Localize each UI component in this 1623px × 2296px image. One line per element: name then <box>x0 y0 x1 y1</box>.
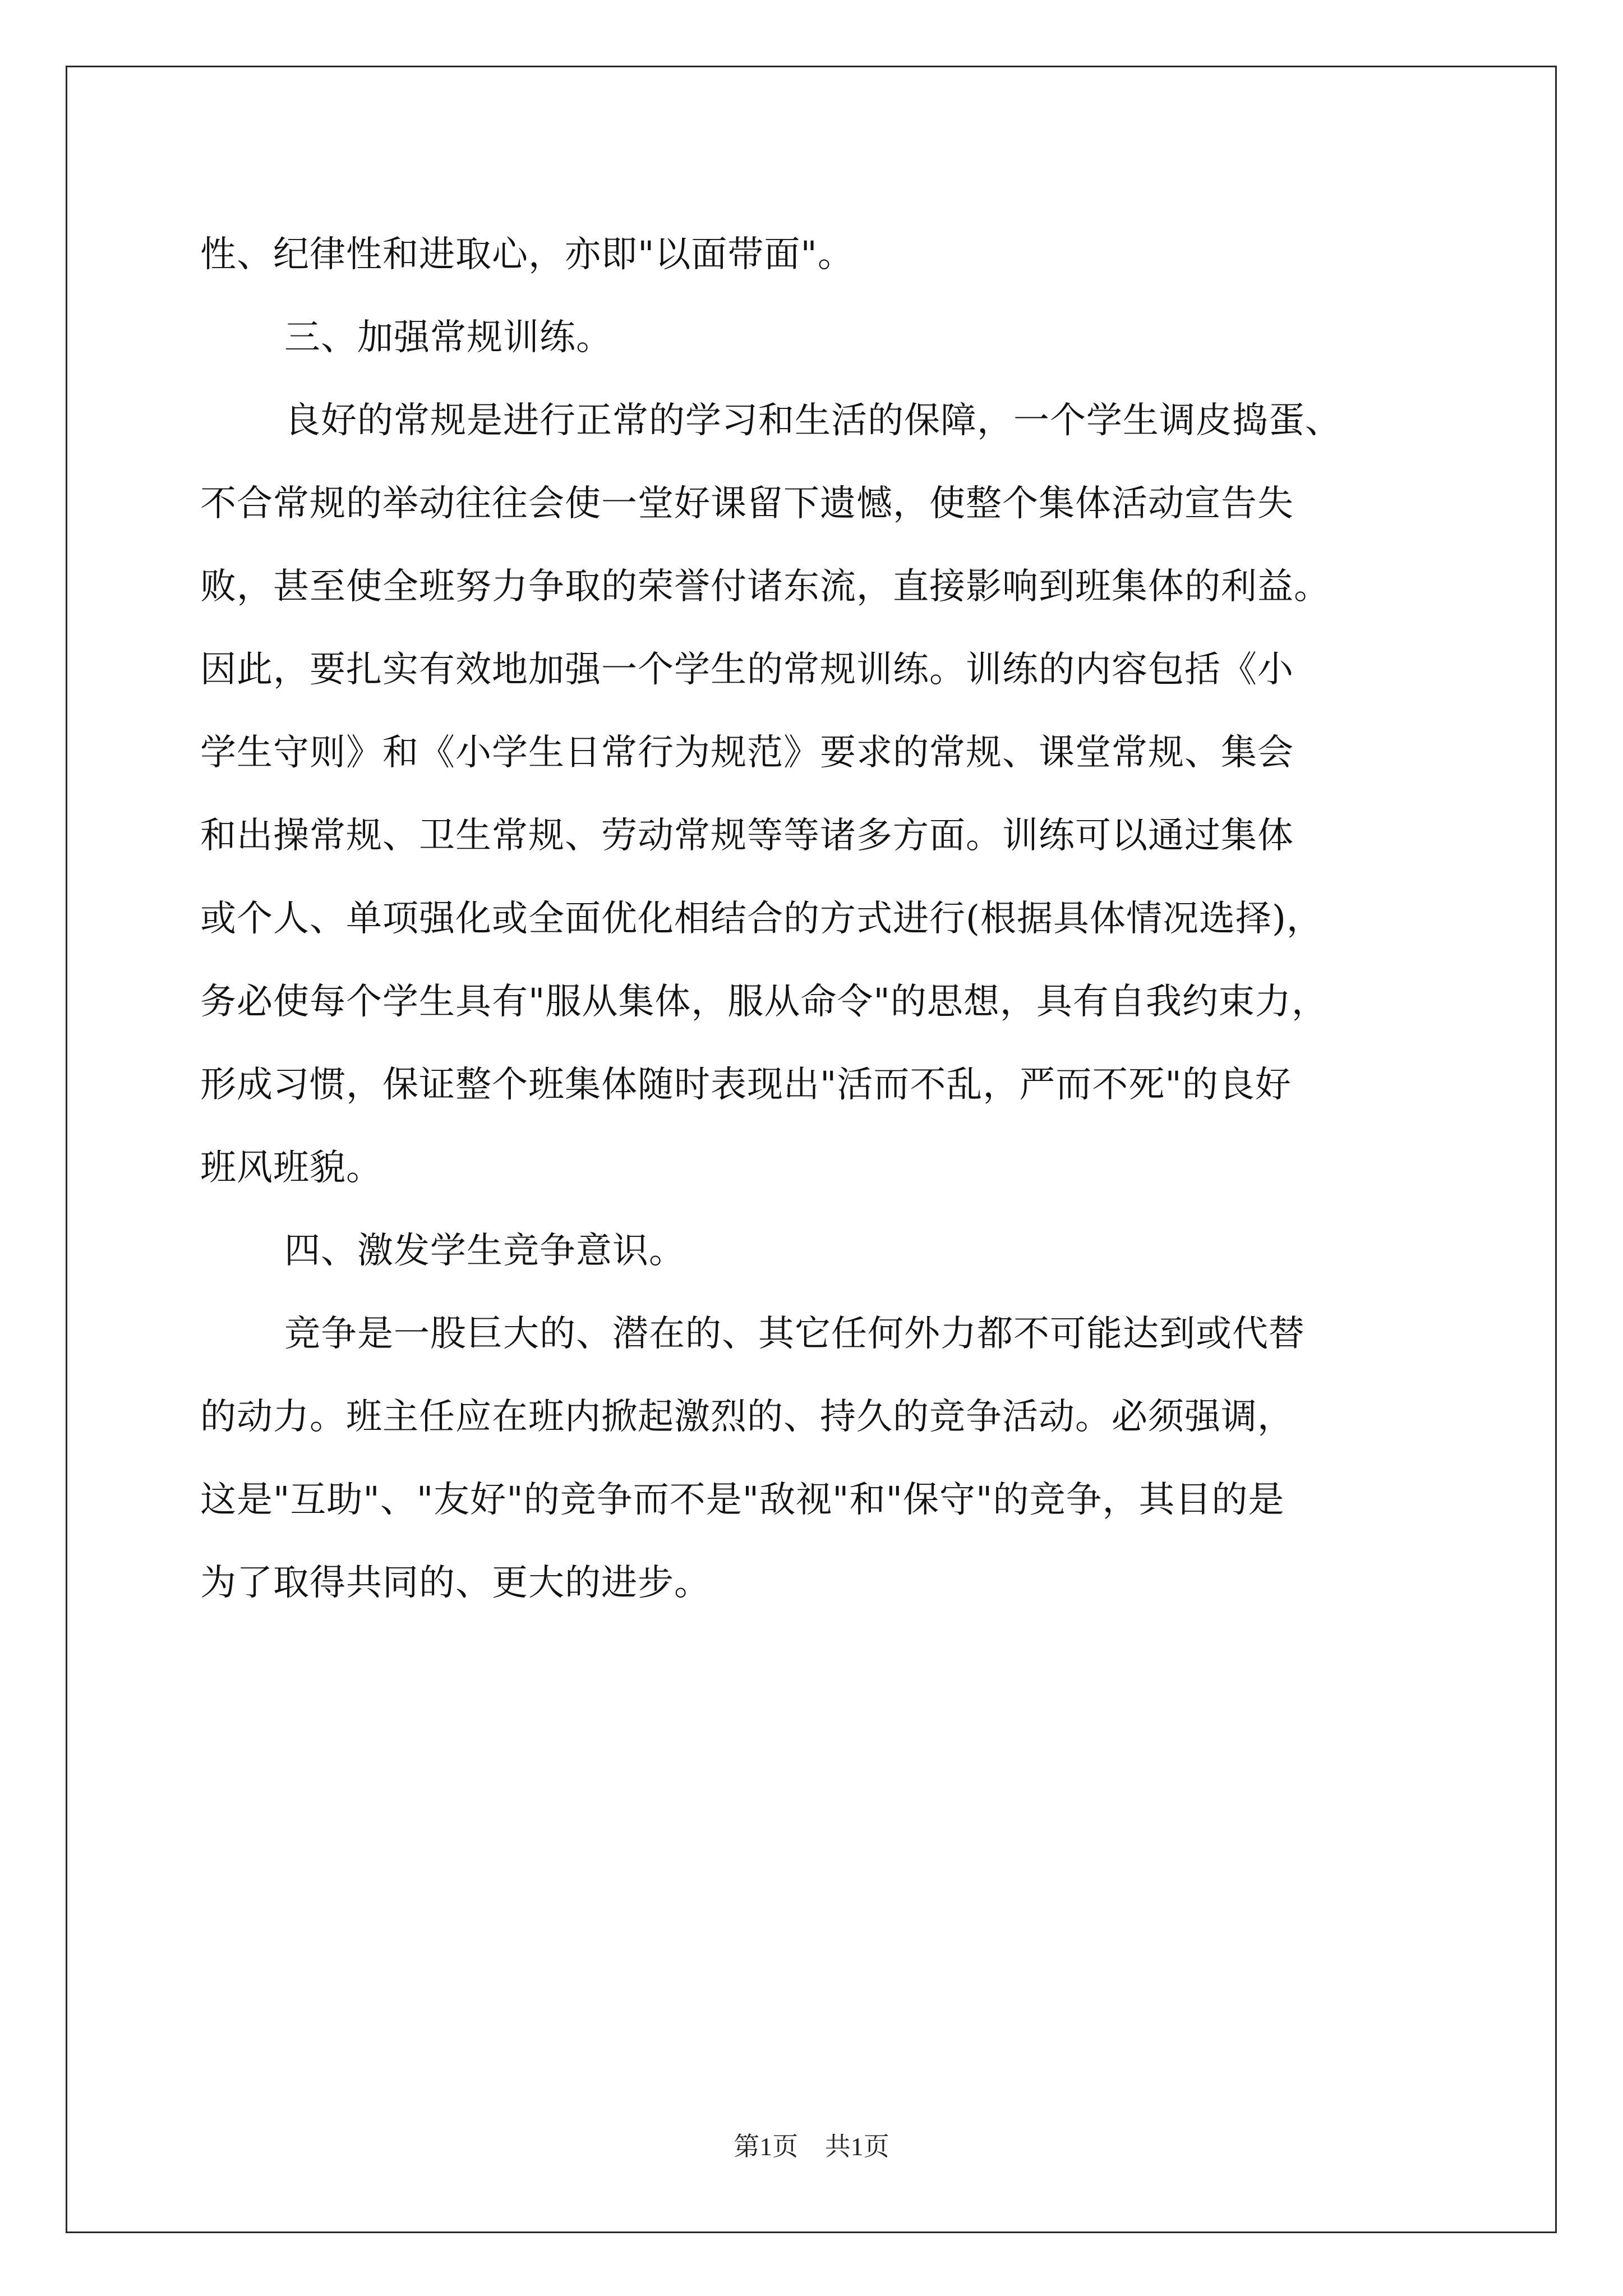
text-line-9: 或个人、单项强化或全面优化相结合的方式进行(根据具体情况选择)， <box>200 898 1323 940</box>
text-line-12: 班风班貌。 <box>200 1147 382 1189</box>
text-line-5: 败，甚至使全班努力争取的荣誉付诸东流，直接影响到班集体的利益。 <box>200 566 1330 608</box>
document-body <box>200 213 1479 1625</box>
text-line-10: 务必使每个学生具有"服从集体，服从命令"的思想，具有自我约束力， <box>200 981 1328 1023</box>
section-heading-3: 三、加强常规训练。 <box>284 317 612 358</box>
text-line-8: 和出操常规、卫生常规、劳动常规等等诸多方面。训练可以通过集体 <box>200 815 1294 857</box>
text-line-7: 学生守则》和《小学生日常行为规范》要求的常规、课堂常规、集会 <box>200 732 1294 774</box>
page-number: 第1页 <box>734 2132 799 2161</box>
text-line-17: 为了取得共同的、更大的进步。 <box>200 1562 711 1604</box>
text-line-11: 形成习惯，保证整个班集体随时表现出"活而不乱，严而不死"的良好 <box>200 1064 1292 1106</box>
page-total: 共1页 <box>824 2132 889 2161</box>
text-line-15: 的动力。班主任应在班内掀起激烈的、持久的竞争活动。必须强调， <box>200 1396 1294 1438</box>
text-line-1: 性、纪律性和进取心，亦即"以面带面"。 <box>200 234 854 275</box>
text-line-14: 竞争是一股巨大的、潜在的、其它任何外力都不可能达到或代替 <box>284 1313 1305 1355</box>
page-footer <box>0 2126 1623 2163</box>
text-line-4: 不合常规的举动往往会使一堂好课留下遗憾，使整个集体活动宣告失 <box>200 483 1294 524</box>
section-heading-4: 四、激发学生竞争意识。 <box>284 1230 685 1272</box>
text-line-6: 因此，要扎实有效地加强一个学生的常规训练。训练的内容包括《小 <box>200 649 1294 691</box>
text-line-3: 良好的常规是进行正常的学习和生活的保障，一个学生调皮捣蛋、 <box>284 400 1341 441</box>
text-line-16: 这是"互助"、"友好"的竞争而不是"敌视"和"保守"的竞争，其目的是 <box>200 1479 1285 1521</box>
